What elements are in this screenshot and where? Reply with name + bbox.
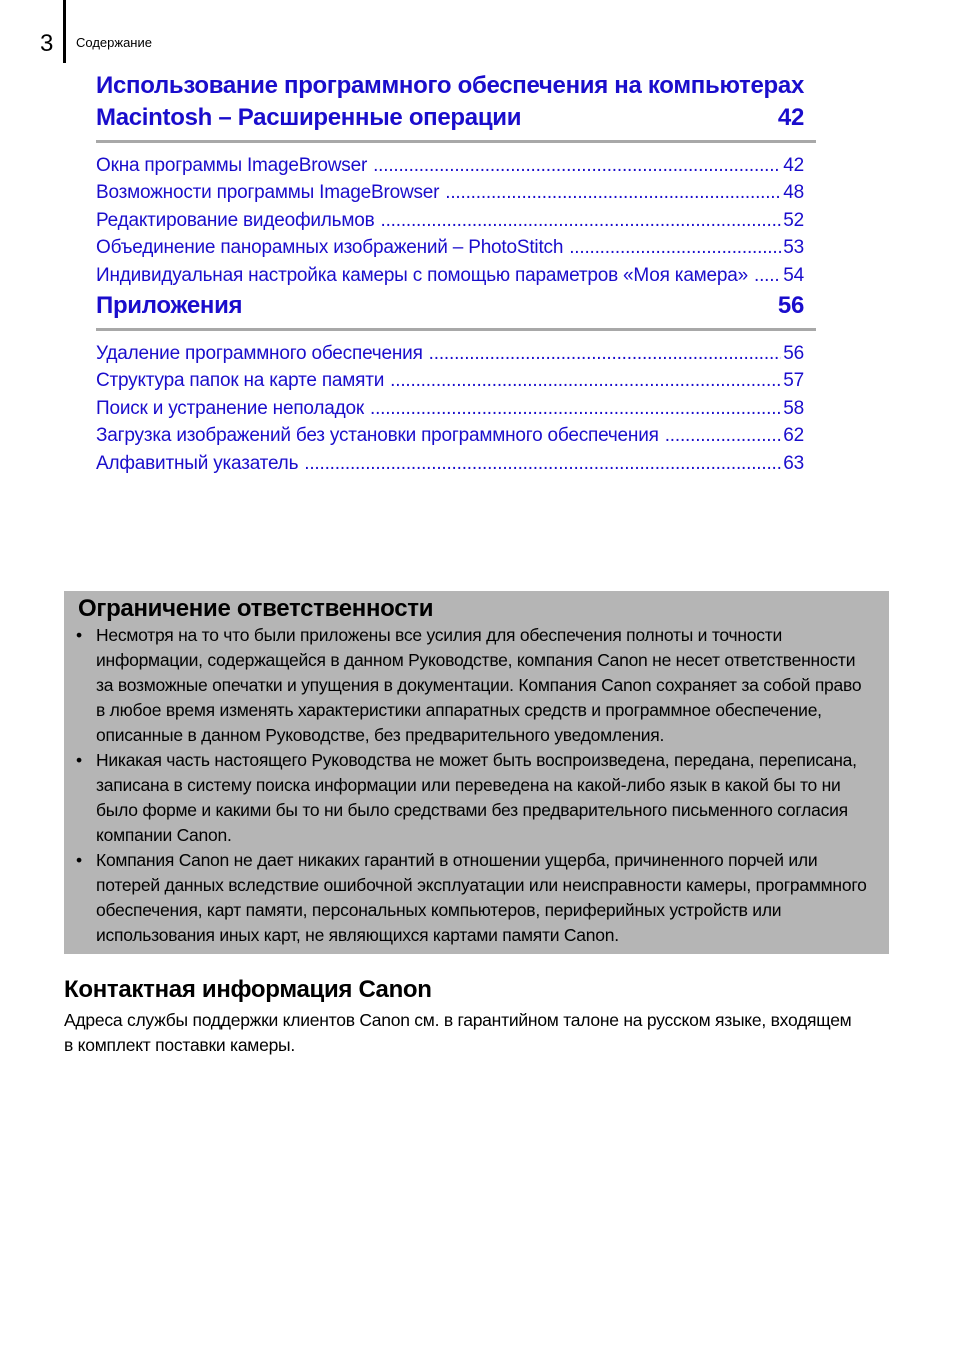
disclaimer-item <box>76 623 874 748</box>
toc-entry-title: Поиск и устранение неполадок <box>96 397 364 419</box>
toc-entry-my-camera-settings[interactable] <box>96 263 804 290</box>
bullet-marker: • <box>76 750 82 770</box>
toc-entry-title: Алфавитный указатель <box>96 452 299 474</box>
dot-leader <box>754 263 781 289</box>
disclaimer-list <box>76 623 874 948</box>
toc-entry-title: Объединение панорамных изображений – PhotoStitch <box>96 237 564 259</box>
toc-entry-page: 63 <box>783 452 804 474</box>
toc-entry-page: 56 <box>783 343 804 364</box>
toc-entry-page: 62 <box>783 425 804 447</box>
dot-leader <box>445 180 781 206</box>
toc-entry-title: Возможности программы ImageBrowser <box>96 182 440 204</box>
bullet-marker: • <box>76 625 82 645</box>
disclaimer-text: Компания Canon не дает никаких гарантий в отношении ущерба, причиненного порчей или потерей данных вследствие ошибочной эксплуатации или неисправности камеры, программного обеспечения, карт памяти, персональных компьютеров, периферийных устройств или использования иных карт, не являющихся картами памяти Canon. <box>96 850 867 945</box>
dot-leader <box>370 396 781 422</box>
dot-leader <box>429 341 782 367</box>
toc-section-title-line1: Использование программного обеспечения на компьютерах <box>96 72 805 99</box>
toc-entry-uninstall[interactable] <box>96 341 804 368</box>
toc-section-title-line1: Приложения <box>96 292 243 319</box>
disclaimer-text: Несмотря на то что были приложены все усилия для обеспечения полноты и точности информации, содержащейся в данном Руководстве, компания Canon не несет ответственности за возможные опечатки и упущения в документации. Компания Canon сохраняет за собой право в любое время изменять характеристики аппаратных средств и программное обеспечение, описанные в данном Руководстве, без предварительного уведомления. <box>96 625 862 745</box>
toc-entry-index[interactable] <box>96 451 804 478</box>
toc-entry-title: Окна программы ImageBrowser <box>96 155 368 176</box>
toc-entry-photostitch[interactable] <box>96 235 804 262</box>
section-divider <box>96 140 816 143</box>
toc-section-heading[interactable] <box>96 290 816 322</box>
toc-entry-title: Структура папок на карте памяти <box>96 370 385 392</box>
toc-section-heading[interactable] <box>96 70 816 134</box>
disclaimer-item <box>76 848 874 948</box>
toc-section-appendix <box>96 290 816 478</box>
section-divider <box>96 328 816 331</box>
dot-leader <box>390 368 781 394</box>
disclaimer-text: Никакая часть настоящего Руководства не может быть воспроизведена, передана, переписана, записана в систему поиска информации или переведена на какой-либо язык в какой бы то ни было форме и какими бы то ни было средствами без предварительного письменного согласия компании Canon. <box>96 750 857 845</box>
toc-entry-folder-structure[interactable] <box>96 368 804 395</box>
disclaimer-box <box>64 591 889 954</box>
toc-section-macintosh <box>96 70 816 290</box>
toc-entry-page: 54 <box>783 264 804 286</box>
toc-entry-title: Удаление программного обеспечения <box>96 343 423 364</box>
toc-entry-movie-editing[interactable] <box>96 208 804 235</box>
header-divider <box>63 0 66 63</box>
toc-entry-imagebrowser-windows[interactable] <box>96 153 804 180</box>
toc-entry-title: Редактирование видеофильмов <box>96 209 375 231</box>
section-label: Содержание <box>76 35 152 50</box>
toc-entry-page: 57 <box>783 370 804 392</box>
dot-leader <box>304 451 781 477</box>
toc-entry-list <box>96 153 804 290</box>
dot-leader <box>381 208 782 234</box>
page-number: 3 <box>40 30 54 57</box>
disclaimer-title: Ограничение ответственности <box>78 595 434 622</box>
toc-section-page: 56 <box>777 292 804 319</box>
bullet-marker: • <box>76 850 82 870</box>
contact-body: Адреса службы поддержки клиентов Canon см. в гарантийном талоне на русском языке, входящем в комплект поставки камеры. <box>64 1010 852 1055</box>
dot-leader <box>665 423 782 449</box>
toc-entry-download-without-software[interactable] <box>96 423 804 450</box>
toc-section-page: 42 <box>777 104 804 131</box>
toc-entry-title: Индивидуальная настройка камеры с помощью параметров «Моя камера» <box>96 264 749 286</box>
toc-entry-list <box>96 341 804 478</box>
dot-leader <box>373 153 781 179</box>
dot-leader <box>569 235 781 261</box>
toc-entry-troubleshooting[interactable] <box>96 396 804 423</box>
toc-entry-title: Загрузка изображений без установки программного обеспечения <box>96 425 659 447</box>
page-header <box>0 0 954 70</box>
contact-title: Контактная информация Canon <box>64 976 432 1003</box>
toc-entry-page: 48 <box>783 182 804 204</box>
toc-entry-page: 53 <box>783 237 804 259</box>
toc-entry-imagebrowser-features[interactable] <box>96 180 804 207</box>
toc-entry-page: 58 <box>783 397 804 419</box>
toc-entry-page: 52 <box>783 209 804 231</box>
toc-section-title-line2: Macintosh – Расширенные операции <box>96 104 522 131</box>
toc-entry-page: 42 <box>783 155 804 176</box>
disclaimer-item <box>76 748 874 848</box>
